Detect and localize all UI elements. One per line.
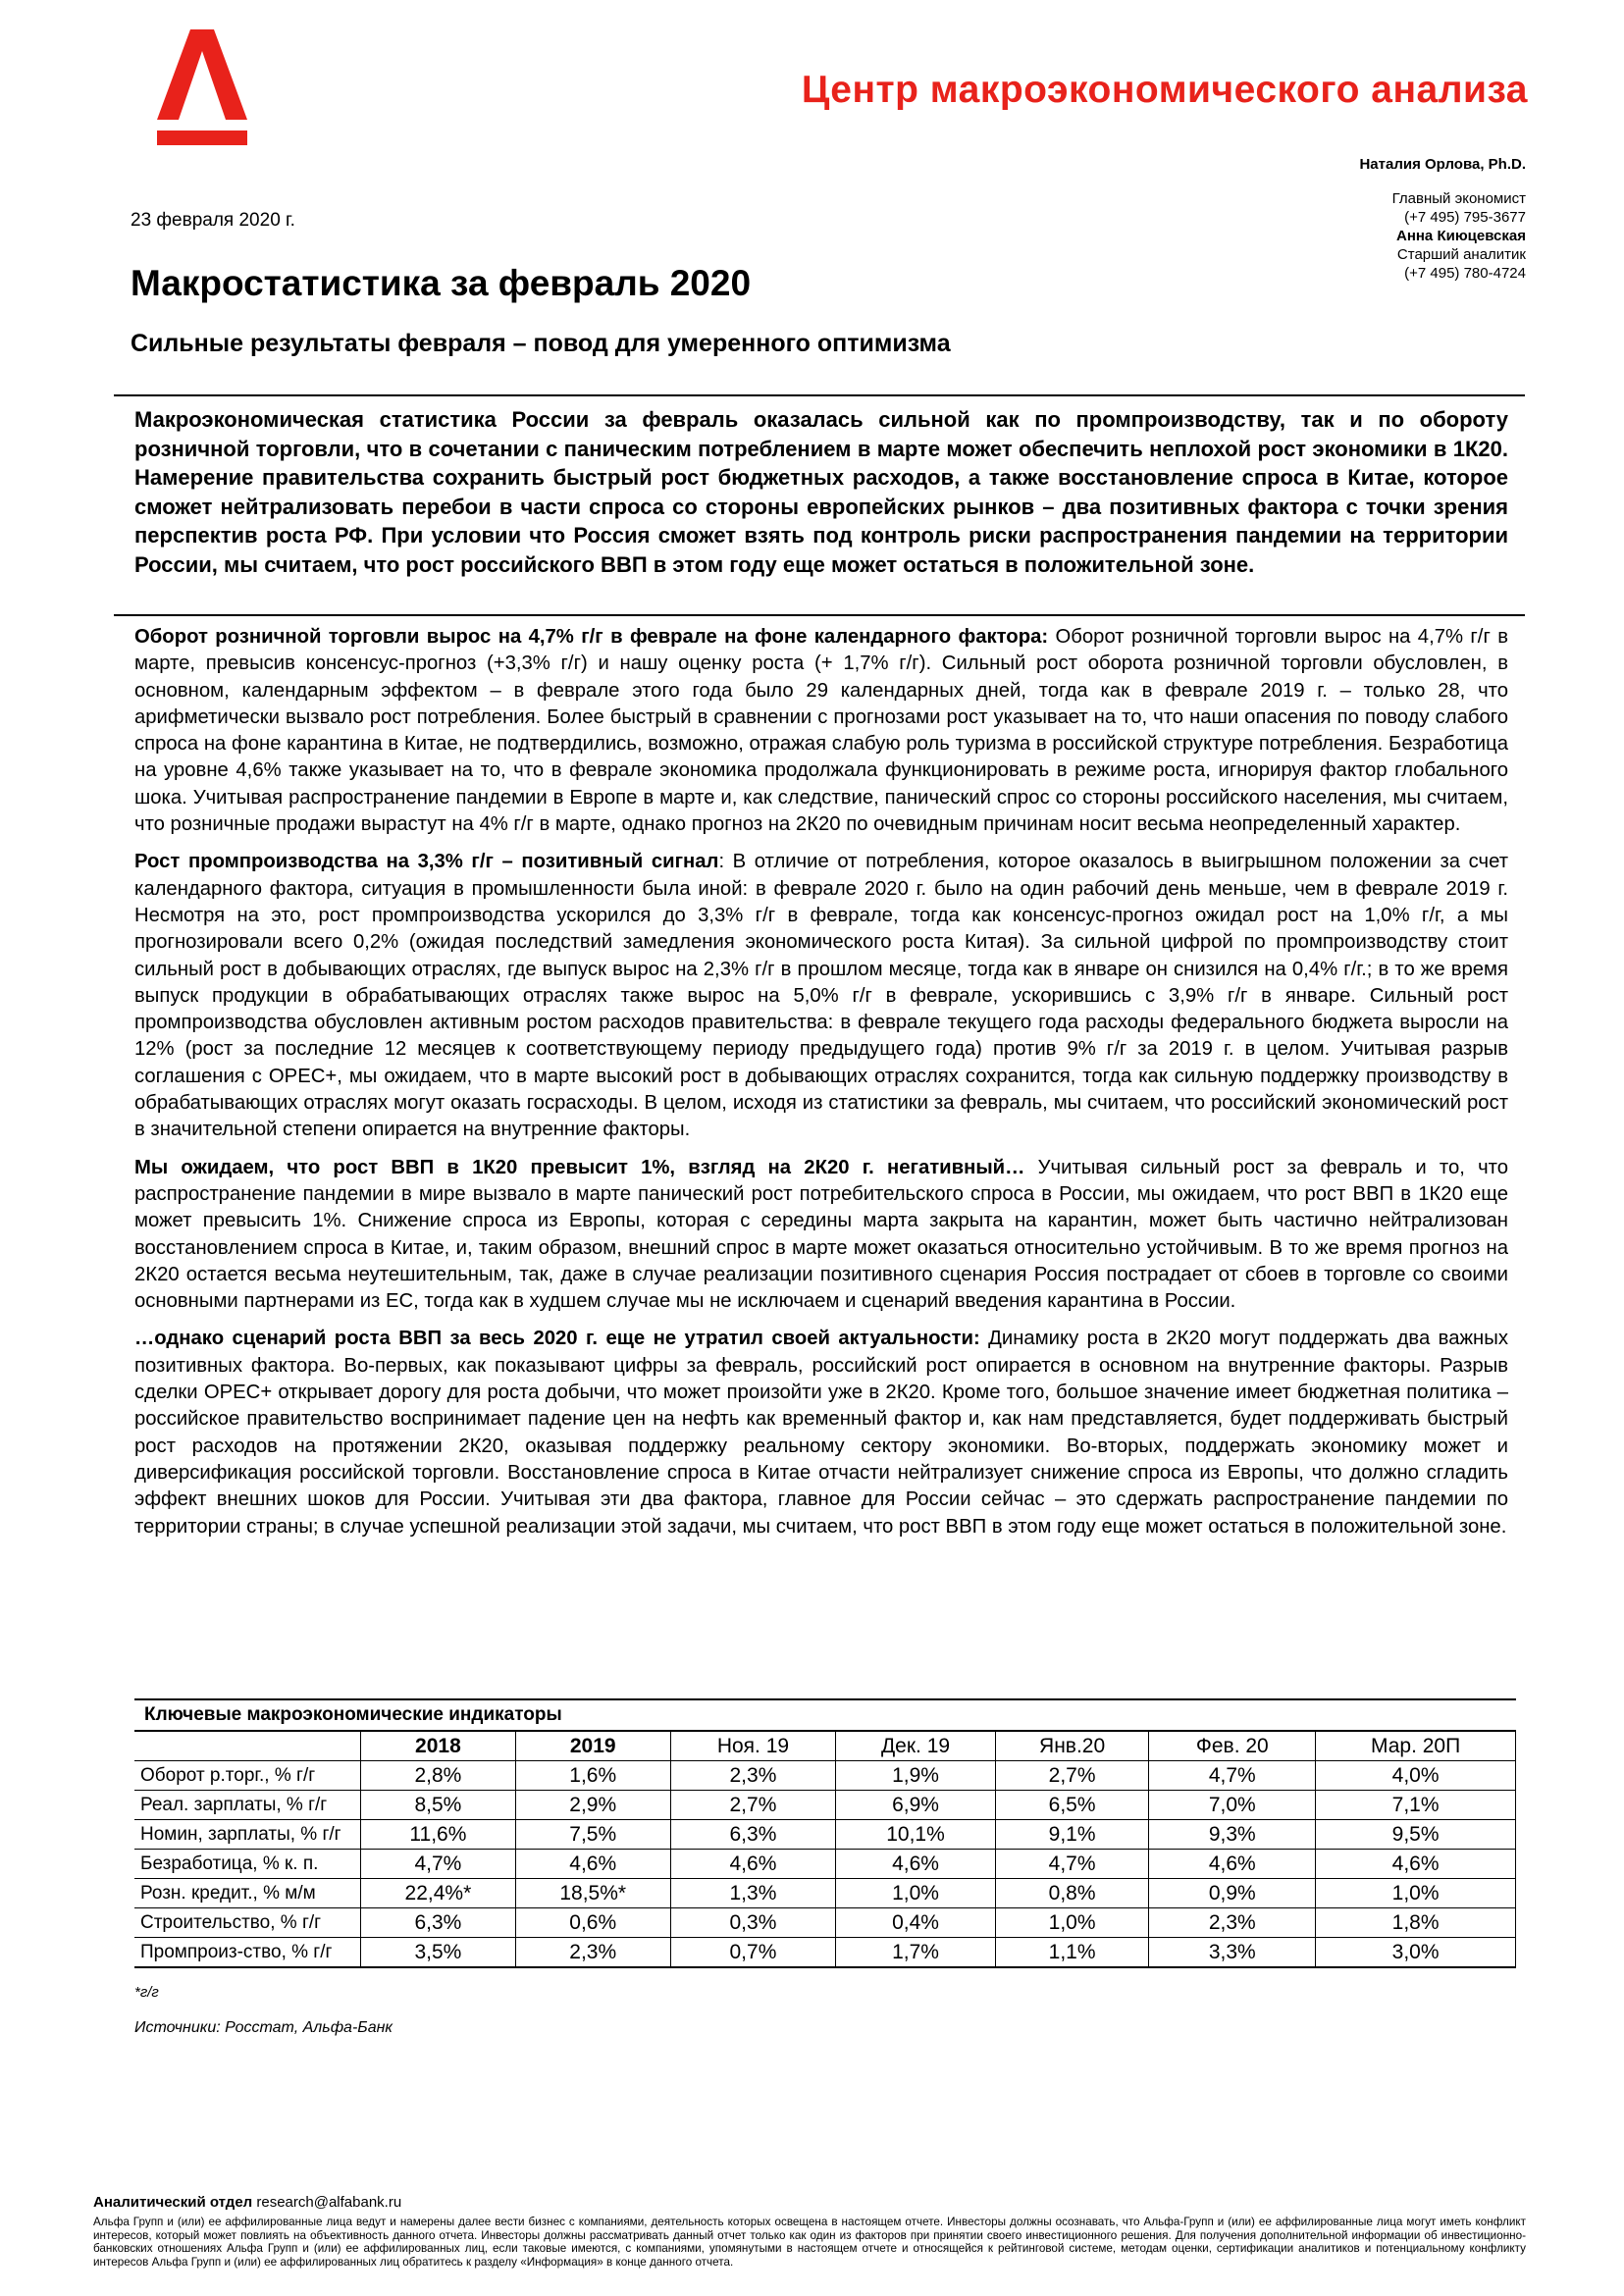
table-cell: 1,7% [836, 1938, 996, 1968]
table-cell: 2,9% [515, 1791, 670, 1820]
divider [114, 614, 1525, 616]
table-row [134, 1791, 1516, 1820]
table-cell: 4,6% [1149, 1850, 1316, 1879]
paragraph-lead: Мы ожидаем, что рост ВВП в 1К20 превысит 1%, взгляд на 2К20 г. негативный… [134, 1156, 1025, 1178]
paragraph-industry [134, 849, 1508, 1143]
table-cell: 1,0% [1316, 1879, 1516, 1908]
report-subtitle: Сильные результаты февраля – повод для умеренного оптимизма [131, 330, 951, 357]
table-row [134, 1908, 1516, 1938]
report-date: 23 февраля 2020 г. [131, 210, 295, 231]
disclaimer: Альфа Групп и (или) ее аффилированные лица ведут и намерены далее вести бизнес с компаниями, деятельность которых освещена в настоящем отчете. Инвесторы должны осознавать, что Альфа-Групп и (или) ее аффилированные лица могут иметь конфликт интересов, который может повлиять на объективность данного отчета. Инвесторы должны рассматривать данный отчет только как один из факторов при принятии своего инвестиционного решения. Для получения дополнительной информации об инвестиционно-банковских отношениях Альфа Групп и (или) ее аффилированных лиц, если таковые имеются, с компаниями, упомянутыми в настоящем отчете и относящейся к рейтинговой системе, методам оценки, сертификации аналитиков и потенциальному конфликту интересов Альфа Групп и (или) ее аффилированных лиц обратитесь к разделу «Информация» в конце данного отчета. [93, 2216, 1526, 2269]
summary-paragraph: Макроэкономическая статистика России за февраль оказалась сильной как по промпроизводству, так и по обороту розничной торговли, что в сочетании с паническим потреблением в марте может обеспечить неплохой рост экономики в 1К20. Намерение правительства сохранить быстрый рост бюджетных расходов, а также восстановление спроса в Китае, которое сможет нейтрализовать перебои в части спроса со стороны европейских рынков – два позитивных фактора с точки зрения перспектив роста РФ. При условии что Россия сможет взять под контроль риски распространения пандемии на территории России, мы считаем, что рост российского ВВП в этом году еще может остаться в положительной зоне. [134, 407, 1508, 577]
table-row [134, 1879, 1516, 1908]
table-row [134, 1820, 1516, 1850]
table-cell: 9,3% [1149, 1820, 1316, 1850]
department-label: Аналитический отдел [93, 2194, 253, 2211]
table-cell: 0,9% [1149, 1879, 1316, 1908]
center-title: Центр макроэкономического анализа [801, 69, 1528, 111]
table-cell: 10,1% [836, 1820, 996, 1850]
row-label: Оборот р.торг., % г/г [134, 1761, 361, 1791]
report-title: Макростатистика за февраль 2020 [131, 263, 752, 303]
row-label: Реал. зарплаты, % г/г [134, 1791, 361, 1820]
table-cell: 2,8% [361, 1761, 516, 1791]
table-cell: 8,5% [361, 1791, 516, 1820]
contact-name: Наталия Орлова, Ph.D. [1359, 156, 1526, 173]
paragraph-gdp-1q [134, 1155, 1508, 1316]
table-cell: 3,0% [1316, 1938, 1516, 1968]
table-cell: 6,3% [361, 1908, 516, 1938]
table-cell: 6,3% [670, 1820, 836, 1850]
contact-phone: (+7 495) 780-4724 [1404, 265, 1526, 282]
row-label: Розн. кредит., % м/м [134, 1879, 361, 1908]
table-note: *г/г [134, 1984, 159, 2001]
footer-department [93, 2194, 401, 2211]
table-cell: 7,0% [1149, 1791, 1316, 1820]
divider [114, 394, 1525, 396]
body-text [134, 624, 1508, 1551]
column-header: Ноя. 19 [670, 1732, 836, 1761]
paragraph-text: : В отличие от потребления, которое оказалось в выигрышном положении за счет календарного фактора, ситуация в промышленности была иной: в феврале 2020 г. было на один рабочий день меньше, чем в феврале 2019 г. Несмотря на это, рост промпроизводства ускорился до 3,3% г/г в феврале, тогда как консенсус-прогноз ожидал рост на 1,0% г/г, а мы прогнозировали всего 0,2% (ожидая последствий замедления экономического роста Китая). За сильной цифрой по промпроизводству стоит сильный рост в добывающих отраслях, где выпуск вырос на 2,3% г/г в прошлом месяце, тогда как в январе он снизился на 0,4% г/г.; в то же время выпуск продукции в обрабатывающих отраслях также вырос на 5,0% г/г в феврале, ускорившись с 3,9% г/г в январе. Сильный рост промпроизводства обусловлен активным ростом расходов правительства: в феврале текущего года расходы федерального бюджета выросли на 12% (рост за последние 12 месяцев к соответствующему периоду предыдущего года) против 9% г/г за 2019 г. в целом. Учитывая разрыв соглашения с OPEC+, мы ожидаем, что в марте высокий рост в добывающих отраслях сохранится, тогда как сильную поддержку производству в обрабатывающих отраслях могут оказать госрасходы. В целом, исходя из статистики за февраль, мы считаем, что российский экономический рост в значительной степени опирается на внутренние факторы. [134, 851, 1508, 1141]
column-header: 2019 [515, 1732, 670, 1761]
table-cell: 1,0% [836, 1879, 996, 1908]
table-cell: 0,6% [515, 1908, 670, 1938]
paragraph-lead: Рост промпроизводства на 3,3% г/г – позитивный сигнал [134, 851, 719, 873]
table-cell: 0,4% [836, 1908, 996, 1938]
table-cell: 2,3% [670, 1761, 836, 1791]
paragraph-text: Оборот розничной торговли вырос на 4,7% г/г в марте, превысив консенсус-прогноз (+3,3% г/г) и нашу оценку роста (+ 1,7% г/г). Сильный рост оборота розничной торговли обусловлен, в основном, календарным эффектом – в феврале этого года было 29 календарных дней, тогда как в феврале 2019 г. – только 28, что арифметически вызвало рост потребления. Более быстрый в сравнении с прогнозами рост указывает на то, что наши опасения по поводу слабого спроса на фоне карантина в Китае, не подтвердились, возможно, отражая слабую роль туризма в российской структуре потребления. Безработица на уровне 4,6% также указывает на то, что в феврале экономика продолжала функционировать в режиме роста, игнорируя фактор глобального шока. Учитывая распространение пандемии в Европе в марте и, как следствие, панический спрос со стороны российского населения, мы считаем, что розничные продажи вырастут на 4% г/г в марте, однако прогноз на 2К20 по очевидным причинам носит весьма неопределенный характер. [134, 626, 1508, 836]
table-cell: 4,7% [1149, 1761, 1316, 1791]
table-cell: 4,6% [836, 1850, 996, 1879]
table-title: Ключевые макроэкономические индикаторы [134, 1698, 1516, 1731]
table-cell: 3,3% [1149, 1938, 1316, 1968]
table-cell: 1,3% [670, 1879, 836, 1908]
row-label: Безработица, % к. п. [134, 1850, 361, 1879]
table-cell: 11,6% [361, 1820, 516, 1850]
table-cell: 4,7% [361, 1850, 516, 1879]
paragraph-lead: Оборот розничной торговли вырос на 4,7% г/г в феврале на фоне календарного фактора: [134, 626, 1049, 648]
paragraph-gdp-2020 [134, 1326, 1508, 1539]
table-cell: 3,5% [361, 1938, 516, 1968]
table-cell: 4,0% [1316, 1761, 1516, 1791]
row-label: Промпроиз-ство, % г/г [134, 1938, 361, 1968]
table-corner [134, 1732, 361, 1761]
column-header: Фев. 20 [1149, 1732, 1316, 1761]
table-cell: 0,3% [670, 1908, 836, 1938]
table-cell: 6,9% [836, 1791, 996, 1820]
table-cell: 22,4%* [361, 1879, 516, 1908]
table-cell: 9,5% [1316, 1820, 1516, 1850]
table-cell: 2,3% [1149, 1908, 1316, 1938]
table-cell: 1,0% [995, 1908, 1149, 1938]
table-cell: 0,7% [670, 1938, 836, 1968]
paragraph-text: Динамику роста в 2К20 могут поддержать два важных позитивных фактора. Во-первых, как показывают цифры за февраль, российский рост опирается в основном на внутренние факторы. Разрыв сделки OPEC+ открывает дорогу для роста добычи, что может произойти уже в 2К20. Кроме того, большое значение имеет бюджетная политика – российское правительство воспринимает падение цен на нефть как временный фактор и, как нам представляется, будет поддерживать быстрый рост расходов на протяжении 2К20, оказывая поддержку реальному сектору экономики. Во-вторых, поддержать экономику может и диверсификация российской торговли. Восстановление спроса в Китае отчасти нейтрализует снижение спроса из Европы, что должно сгладить эффект внешних шоков для России. Учитывая эти два фактора, главное для России сейчас – это сдержать распространение пандемии по территории страны; в случае успешной реализации этой задачи, мы считаем, что рост ВВП в этом году еще может остаться в положительной зоне. [134, 1328, 1508, 1538]
column-header: 2018 [361, 1732, 516, 1761]
indicators-table [134, 1698, 1516, 1968]
table-cell: 4,6% [670, 1850, 836, 1879]
table-cell: 0,8% [995, 1879, 1149, 1908]
table-cell: 4,7% [995, 1850, 1149, 1879]
table-sources: Источники: Росстат, Альфа-Банк [134, 2019, 393, 2036]
contact-role: Старший аналитик [1396, 246, 1526, 263]
contacts-block [1231, 155, 1526, 283]
table-cell: 2,7% [670, 1791, 836, 1820]
column-header: Дек. 19 [836, 1732, 996, 1761]
alfa-bank-logo [157, 29, 247, 145]
table-cell: 1,1% [995, 1938, 1149, 1968]
table-cell: 2,7% [995, 1761, 1149, 1791]
row-label: Номин, зарплаты, % г/г [134, 1820, 361, 1850]
table-row [134, 1938, 1516, 1968]
column-header: Мар. 20П [1316, 1732, 1516, 1761]
table-cell: 7,1% [1316, 1791, 1516, 1820]
table-cell: 6,5% [995, 1791, 1149, 1820]
row-label: Строительство, % г/г [134, 1908, 361, 1938]
paragraph-retail [134, 624, 1508, 838]
contact-role: Главный экономист [1391, 190, 1526, 207]
table-row [134, 1850, 1516, 1879]
table-cell: 9,1% [995, 1820, 1149, 1850]
table-cell: 2,3% [515, 1938, 670, 1968]
table-cell: 4,6% [1316, 1850, 1516, 1879]
table-cell: 7,5% [515, 1820, 670, 1850]
paragraph-text: Учитывая сильный рост за февраль и то, что распространение пандемии в мире вызвало в марте панический рост потребительского спроса в России, мы ожидаем, что рост ВВП в 1К20 еще может превысить 1%. Снижение спроса из Европы, которая с середины марта закрыта на карантин, может быть частично нейтрализован восстановлением спроса в Китае, и, таким образом, внешний спрос в марте может оказаться относительно устойчивым. В то же время прогноз на 2К20 остается весьма неутешительным, так, даже в случае реализации позитивного сценария Россия пострадает от сбоев в торговле со своими основными партнерами из ЕС, тогда как в худшем случае мы не исключаем и сценарий введения карантина в России. [134, 1156, 1508, 1313]
table-cell: 1,6% [515, 1761, 670, 1791]
department-email[interactable]: research@alfabank.ru [256, 2194, 402, 2211]
table-cell: 1,9% [836, 1761, 996, 1791]
table-cell: 1,8% [1316, 1908, 1516, 1938]
contact-phone: (+7 495) 795-3677 [1404, 209, 1526, 226]
table-row [134, 1761, 1516, 1791]
paragraph-lead: …однако сценарий роста ВВП за весь 2020 г. еще не утратил своей актуальности: [134, 1328, 980, 1350]
table-cell: 18,5%* [515, 1879, 670, 1908]
table-cell: 4,6% [515, 1850, 670, 1879]
contact-name: Анна Киюцевская [1395, 228, 1526, 244]
column-header: Янв.20 [995, 1732, 1149, 1761]
